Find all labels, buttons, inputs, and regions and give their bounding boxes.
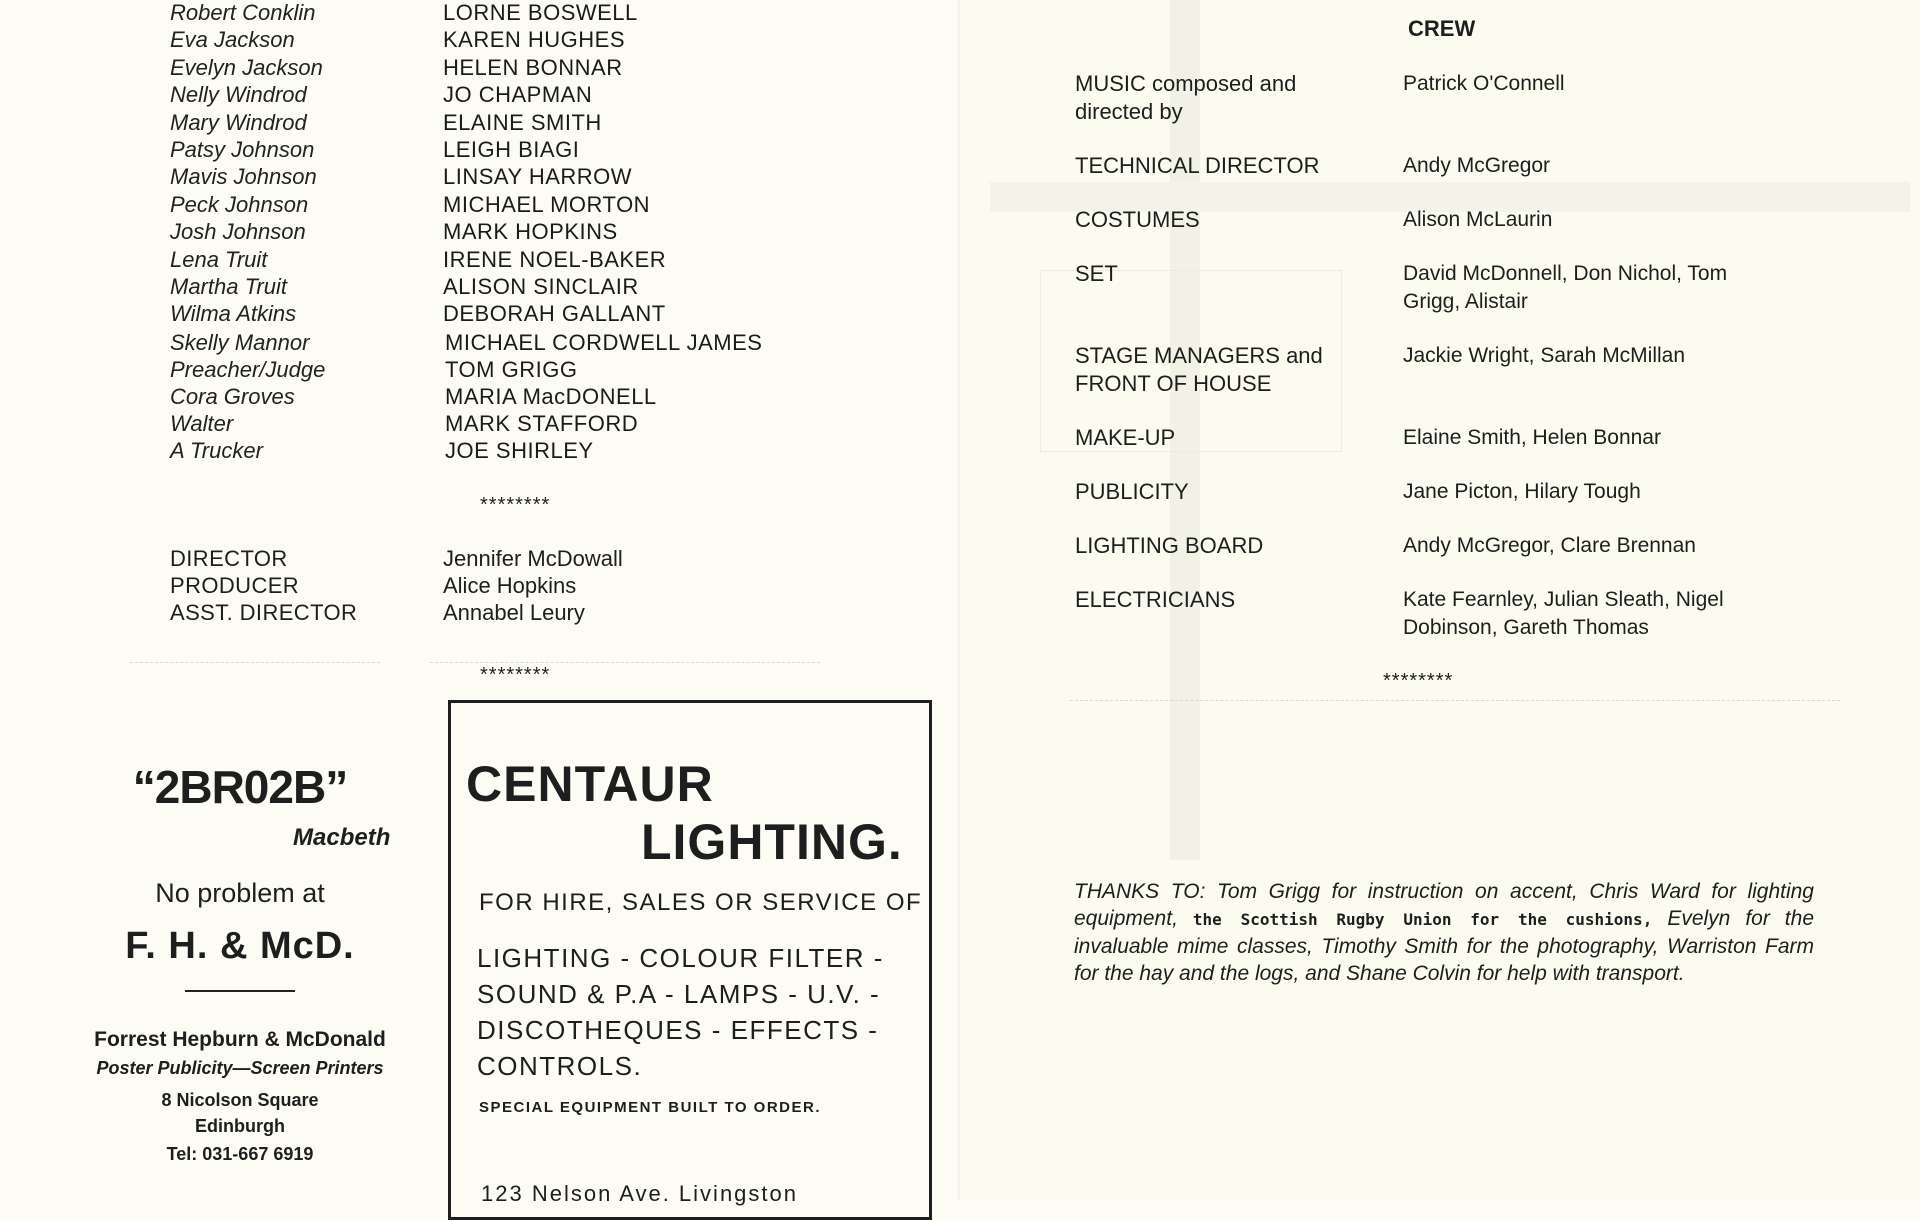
cast-actor: TOM GRIGG <box>445 357 578 382</box>
centaur-title: CENTAUR <box>466 756 714 812</box>
centaur-service-line: DISCOTHEQUES - EFFECTS - <box>477 1015 879 1045</box>
ad-firm-name: Forrest Hepburn & McDonald <box>94 1028 386 1051</box>
cast-actor: IRENE NOEL-BAKER <box>443 247 667 272</box>
cast-row <box>170 411 810 438</box>
crew-name: Elaine Smith, Helen Bonnar <box>1403 426 1661 449</box>
cast-actor: MARK HOPKINS <box>443 219 618 244</box>
production-row-director <box>170 546 730 573</box>
cast-actor: DEBORAH GALLANT <box>443 301 666 326</box>
crew-heading: CREW <box>1408 16 1476 41</box>
cast-row <box>170 0 810 27</box>
centaur-hire-line: FOR HIRE, SALES OR SERVICE OF <box>479 889 923 916</box>
cast-actor: MARK STAFFORD <box>445 411 639 436</box>
cast-row <box>170 384 810 411</box>
cast-actor: MICHAEL CORDWELL JAMES <box>445 330 763 355</box>
cast-row <box>170 55 810 82</box>
thanks-handwritten-note: the Scottish Rugby Union for the cushions, <box>1192 910 1653 929</box>
ad-short-name: F. H. & McD. <box>125 925 355 967</box>
separator-stars: ******** <box>480 494 551 516</box>
crew-role: MUSIC composed and directed by <box>1075 71 1297 124</box>
cast-row <box>170 357 810 384</box>
thanks-text: THANKS TO: Tom Grigg for instruction on accent, Chris Ward for lighting equipment, <box>1074 880 1814 930</box>
crew-name: Kate Fearnley, Julian Sleath, Nigel Dobinson, Gareth Thomas <box>1403 588 1724 639</box>
crew-name: Alison McLaurin <box>1403 208 1553 231</box>
production-label: ASST. DIRECTOR <box>170 600 358 625</box>
centaur-special-line: SPECIAL EQUIPMENT BUILT TO ORDER. <box>479 1099 822 1116</box>
cast-role: Patsy Johnson <box>170 137 315 162</box>
cast-actor: ELAINE SMITH <box>443 110 602 135</box>
crew-role: LIGHTING BOARD <box>1075 533 1264 558</box>
cast-actor: LEIGH BIAGI <box>443 137 580 162</box>
centaur-service-line: SOUND & P.A - LAMPS - U.V. - <box>477 979 881 1009</box>
cast-actor: MICHAEL MORTON <box>443 192 651 217</box>
cast-actor: LINSAY HARROW <box>443 164 633 189</box>
production-row-asst-director <box>170 600 730 627</box>
crew-role: COSTUMES <box>1075 207 1200 232</box>
crew-role: ELECTRICIANS <box>1075 587 1236 612</box>
cast-actor: JOE SHIRLEY <box>445 438 594 463</box>
ad-services: Poster Publicity—Screen Printers <box>96 1058 384 1078</box>
crew-role: TECHNICAL DIRECTOR <box>1075 153 1320 178</box>
cast-actor: LORNE BOSWELL <box>443 0 638 25</box>
cast-role: Josh Johnson <box>170 219 306 244</box>
crew-role: STAGE MANAGERS and FRONT OF HOUSE <box>1075 343 1323 396</box>
centaur-service-line: CONTROLS. <box>477 1051 643 1081</box>
ad-address-line: 8 Nicolson Square <box>161 1090 319 1110</box>
separator-stars: ******** <box>480 664 551 686</box>
fhm-advert <box>40 760 440 1164</box>
cast-row <box>170 438 810 465</box>
production-name: Jennifer McDowall <box>443 546 623 571</box>
cast-role: A Trucker <box>170 438 263 463</box>
left-page <box>0 0 960 1206</box>
cast-row <box>170 82 810 109</box>
production-label: DIRECTOR <box>170 546 288 571</box>
cast-row <box>170 301 810 328</box>
divider <box>1070 700 1840 702</box>
ad-rule <box>185 990 295 992</box>
centaur-advert <box>448 700 932 1220</box>
cast-role: Robert Conklin <box>170 0 316 25</box>
cast-role: Walter <box>170 411 234 436</box>
production-label: PRODUCER <box>170 573 300 598</box>
crew-role: PUBLICITY <box>1075 479 1189 504</box>
divider <box>130 662 380 664</box>
thanks-paragraph <box>1074 878 1814 987</box>
cast-role: Wilma Atkins <box>170 301 297 326</box>
ad-tagline: No problem at <box>155 878 325 908</box>
cast-role: Evelyn Jackson <box>170 55 323 80</box>
crew-name: David McDonnell, Don Nichol, Tom Grigg, Alistair <box>1403 262 1728 313</box>
production-row-producer <box>170 573 730 600</box>
cast-actor: MARIA MacDONELL <box>445 384 657 409</box>
cast-role: Mary Windrod <box>170 110 307 135</box>
crew-name: Jane Picton, Hilary Tough <box>1403 480 1641 503</box>
crew-name: Patrick O'Connell <box>1403 72 1565 95</box>
cast-actor: KAREN HUGHES <box>443 27 626 52</box>
cast-role: Lena Truit <box>170 247 268 272</box>
cast-role: Eva Jackson <box>170 27 295 52</box>
cast-role: Nelly Windrod <box>170 82 307 107</box>
cast-row <box>170 27 810 54</box>
cast-row <box>170 137 810 164</box>
separator-stars: ******** <box>1383 670 1454 692</box>
cast-role: Preacher/Judge <box>170 357 326 382</box>
ad-subtitle: Macbeth <box>293 824 391 851</box>
production-name: Alice Hopkins <box>443 573 577 598</box>
ad-telephone: Tel: 031-667 6919 <box>166 1144 314 1164</box>
cast-role: Skelly Mannor <box>170 330 310 355</box>
cast-role: Martha Truit <box>170 274 287 299</box>
cast-row <box>170 274 810 301</box>
ad-headline: “2BR02B” <box>132 761 348 813</box>
cast-role: Peck Johnson <box>170 192 309 217</box>
crew-name: Andy McGregor <box>1403 154 1551 177</box>
crew-role: SET <box>1075 261 1118 286</box>
thanks-text: Evelyn for the invaluable mime classes, Timothy Smith for the photography, Warriston Farm for the hay and the logs, and Shane Colvin for help with transport. <box>1074 907 1814 985</box>
ad-address-line: Edinburgh <box>195 1116 285 1136</box>
cast-row <box>170 192 810 219</box>
cast-actor: JO CHAPMAN <box>443 82 593 107</box>
production-name: Annabel Leury <box>443 600 585 625</box>
cast-actor: HELEN BONNAR <box>443 55 623 80</box>
centaur-address: 123 Nelson Ave. Livingston <box>481 1181 798 1206</box>
cast-row <box>170 164 810 191</box>
cast-role: Cora Groves <box>170 384 295 409</box>
crew-role: MAKE-UP <box>1075 425 1176 450</box>
cast-row <box>170 219 810 246</box>
centaur-service-line: LIGHTING - COLOUR FILTER - <box>477 943 884 973</box>
crew-name: Andy McGregor, Clare Brennan <box>1403 534 1696 557</box>
crew-name: Jackie Wright, Sarah McMillan <box>1403 344 1686 367</box>
cast-role: Mavis Johnson <box>170 164 317 189</box>
cast-actor: ALISON SINCLAIR <box>443 274 639 299</box>
centaur-title-2: LIGHTING. <box>641 814 903 870</box>
cast-row <box>170 330 810 357</box>
cast-row <box>170 247 810 274</box>
cast-row <box>170 110 810 137</box>
